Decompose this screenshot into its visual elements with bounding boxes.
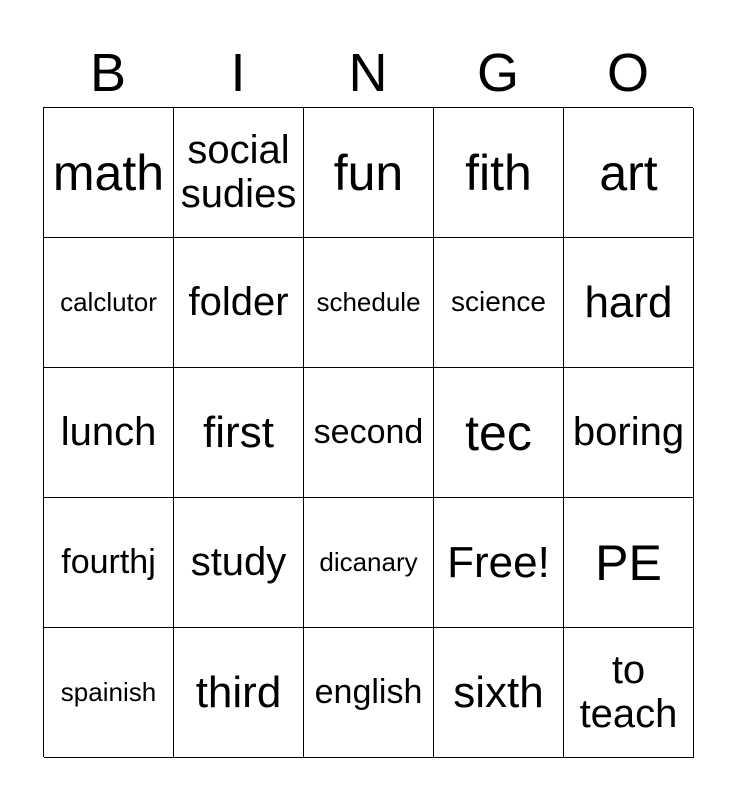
- cell-text: schedule: [316, 287, 421, 318]
- cell-text: tec: [465, 404, 532, 461]
- cell-text: study: [190, 539, 287, 584]
- bingo-cell: [304, 238, 434, 368]
- bingo-cell: [44, 498, 174, 628]
- cell-text: fourthj: [61, 543, 156, 582]
- bingo-cell: [44, 108, 174, 238]
- cell-text: to teach: [579, 648, 678, 736]
- header-letter-i: I: [230, 43, 246, 103]
- cell-text: lunch: [60, 409, 157, 454]
- bingo-cell: [434, 628, 564, 758]
- header-letter-n: N: [348, 43, 388, 103]
- cell-text: calclutor: [60, 287, 157, 318]
- cell-text: social sudies: [180, 128, 297, 216]
- bingo-cell: [174, 368, 304, 498]
- bingo-cell: [174, 628, 304, 758]
- cell-text: english: [314, 673, 423, 712]
- cell-text: sixth: [453, 667, 544, 717]
- cell-text: dicanary: [319, 547, 418, 578]
- cell-text: spainish: [60, 677, 157, 708]
- bingo-cell: [564, 368, 694, 498]
- bingo-board: [43, 107, 693, 757]
- cell-text: science: [451, 286, 546, 318]
- bingo-cell: [564, 628, 694, 758]
- bingo-cell: [564, 238, 694, 368]
- bingo-cell: [304, 368, 434, 498]
- bingo-cell: [44, 628, 174, 758]
- bingo-cell: [304, 498, 434, 628]
- cell-text: fun: [333, 144, 404, 201]
- bingo-cell: [174, 498, 304, 628]
- bingo-cell: [304, 108, 434, 238]
- header-letter-g: G: [476, 43, 519, 103]
- bingo-header: [43, 40, 693, 106]
- bingo-cell: [44, 238, 174, 368]
- cell-text: fith: [465, 144, 532, 201]
- cell-text: third: [195, 667, 282, 717]
- bingo-cell: [44, 368, 174, 498]
- bingo-cell: [174, 108, 304, 238]
- header-letter-b: B: [89, 43, 127, 103]
- bingo-cell: [434, 368, 564, 498]
- cell-text: Free!: [447, 537, 550, 587]
- cell-text: math: [52, 144, 165, 201]
- bingo-cell: [564, 498, 694, 628]
- cell-text: hard: [584, 277, 673, 327]
- cell-text: folder: [188, 279, 289, 324]
- bingo-cell: [434, 108, 564, 238]
- bingo-cell: [564, 108, 694, 238]
- header-letter-o: O: [606, 43, 649, 103]
- cell-text: first: [203, 407, 274, 457]
- cell-text: second: [313, 413, 424, 452]
- bingo-cell: [304, 628, 434, 758]
- cell-text: PE: [595, 534, 662, 591]
- cell-text: art: [599, 144, 658, 201]
- bingo-cell: [434, 238, 564, 368]
- bingo-cell: [434, 498, 564, 628]
- cell-text: boring: [572, 409, 685, 454]
- bingo-cell: [174, 238, 304, 368]
